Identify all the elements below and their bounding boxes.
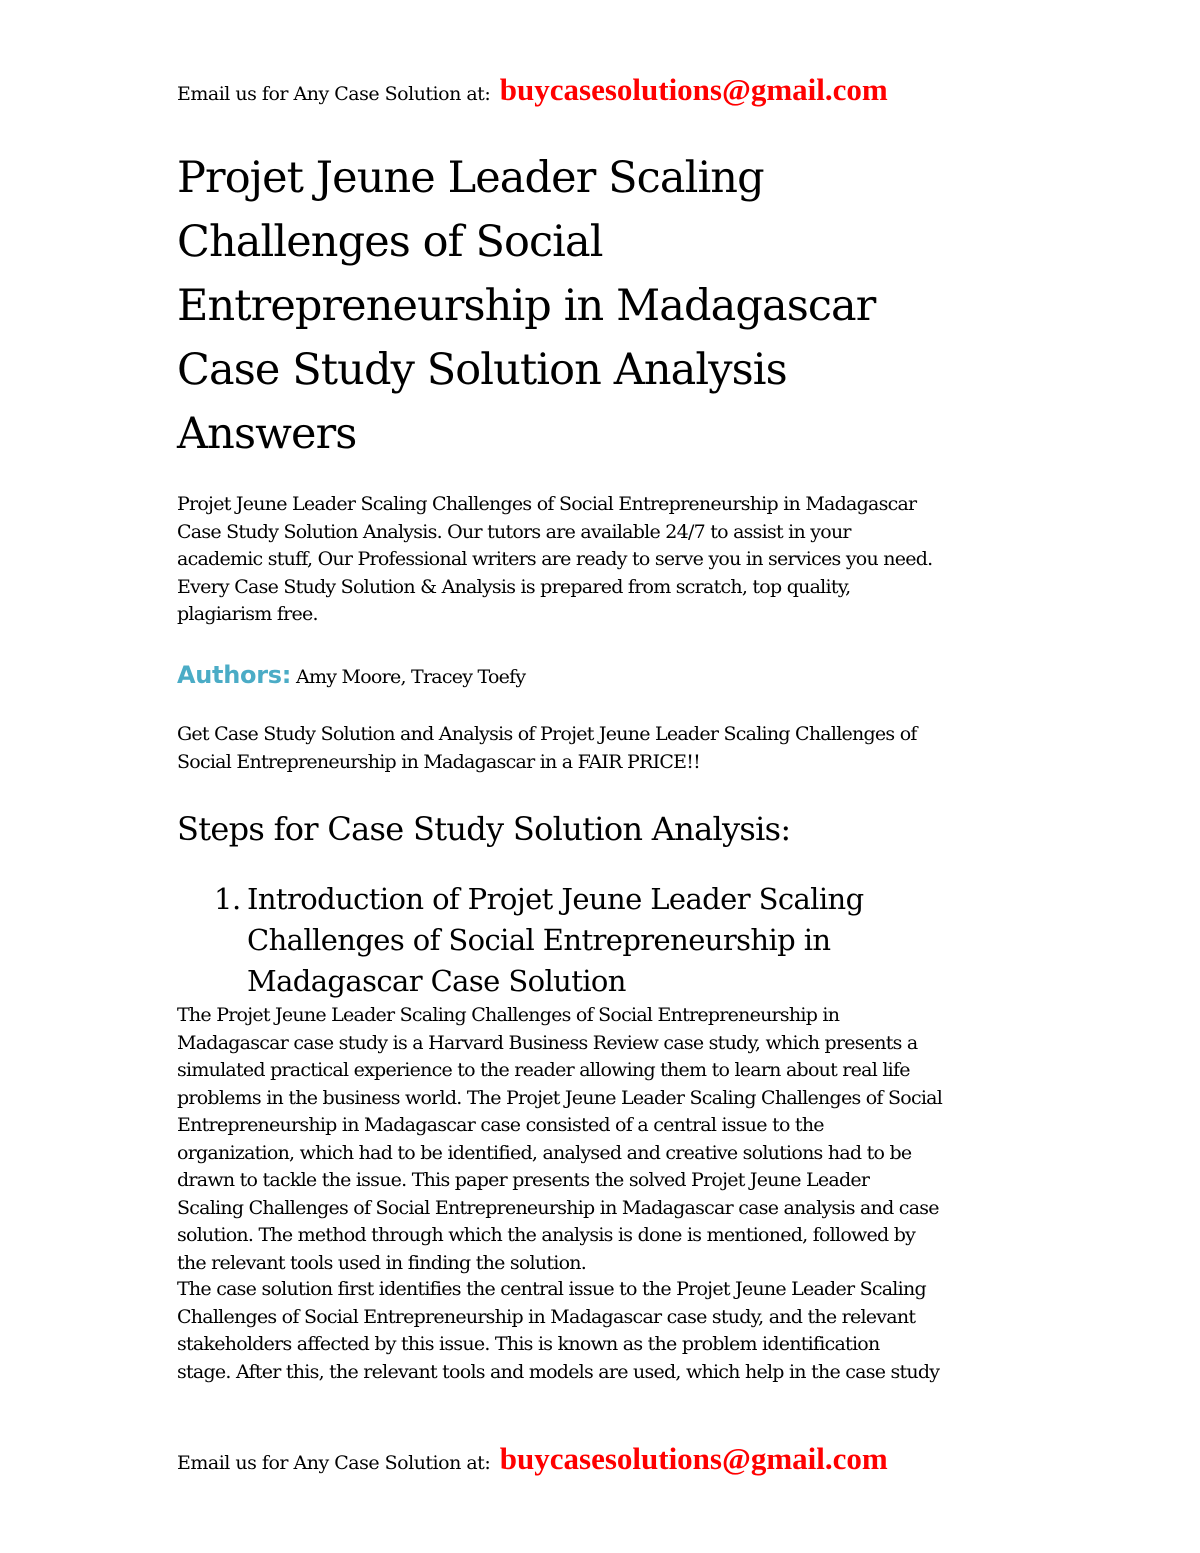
- email-address-link[interactable]: buycasesolutions@gmail.com: [499, 72, 888, 107]
- authors-label: Authors:: [177, 661, 292, 689]
- email-banner-bottom: [177, 1441, 888, 1476]
- email-prefix: Email us for Any Case Solution at:: [177, 83, 491, 105]
- authors-names: Amy Moore, Tracey Toefy: [296, 666, 526, 688]
- email-address-link[interactable]: buycasesolutions@gmail.com: [499, 1441, 888, 1476]
- email-prefix: Email us for Any Case Solution at:: [177, 1452, 491, 1474]
- body-paragraph-2: The case solution first identifies the central issue to the Projet Jeune Leader Scaling Challenges of Social Entrepreneurship in Madagascar case study, and the relevant stakeholders affected by this issue. This is known as the problem identification stage. After this, the relevant tools and models are used, which help in the case study: [177, 1278, 940, 1383]
- document-page: [177, 0, 1027, 1553]
- step-number: 1.: [214, 882, 241, 916]
- body-paragraph-1: The Projet Jeune Leader Scaling Challenges of Social Entrepreneurship in Madagascar case study is a Harvard Business Review case study, which presents a simulated practical experience to the reader allowing them to learn about real life problems in the business world. The Projet Jeune Leader Scaling Challenges of Social Entrepreneurship in Madagascar case consisted of a central issue to the organization, which had to be identified, analysed and creative solutions had to be drawn to tackle the issue. This paper presents the solved Projet Jeune Leader Scaling Challenges of Social Entrepreneurship in Madagascar case analysis and case solution. The method through which the analysis is done is mentioned, followed by the relevant tools used in finding the solution.: [177, 1004, 943, 1274]
- get-case-paragraph: Get Case Study Solution and Analysis of Projet Jeune Leader Scaling Challenges of Social Entrepreneurship in Madagascar in a FAIR PRICE!!: [177, 723, 917, 773]
- steps-heading: Steps for Case Study Solution Analysis:: [177, 810, 791, 848]
- step-title: Introduction of Projet Jeune Leader Scaling Challenges of Social Entrepreneurship in Madagascar Case Solution: [247, 882, 864, 998]
- intro-paragraph: Projet Jeune Leader Scaling Challenges of Social Entrepreneurship in Madagascar Case Study Solution Analysis. Our tutors are available 24/7 to assist in your academic stuff, Our Professional writers are ready to serve you in services you need. Every Case Study Solution & Analysis is prepared from scratch, top quality, plagiarism free.: [177, 493, 933, 625]
- document-title: Projet Jeune Leader Scaling Challenges of Social Entrepreneurship in Madagascar Case Study Solution Analysis Answers: [177, 153, 876, 459]
- authors-line: [177, 662, 1027, 692]
- email-banner-top: [177, 72, 888, 107]
